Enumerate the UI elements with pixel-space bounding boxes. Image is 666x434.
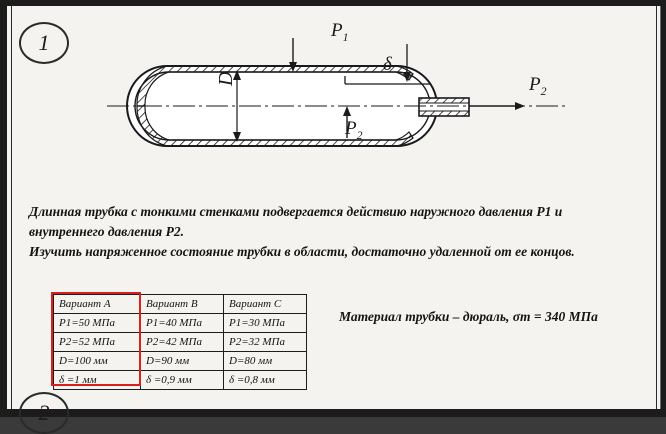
variants-table	[53, 294, 307, 390]
label-wall-thickness: δ	[383, 54, 392, 75]
label-p2-external-subscript: 2	[540, 84, 547, 98]
problem-statement-line-1: Длинная трубка с тонкими стенками подвергается действию наружного давления P1 и	[29, 204, 563, 219]
cell-b-p2: P2=42 МПа	[141, 333, 224, 352]
problem-number-1: 1	[19, 22, 69, 64]
figure-svg	[97, 24, 577, 174]
figure-pressure-vessel	[97, 20, 577, 174]
page-frame-bottom	[0, 409, 666, 417]
label-p1-subscript: 1	[342, 30, 349, 44]
table-header-variant-b: Вариант B	[141, 295, 224, 314]
cell-b-diameter: D=90 мм	[141, 352, 224, 371]
table-row	[54, 333, 307, 352]
cell-a-diameter: D=100 мм	[54, 352, 141, 371]
label-p2-external-letter: P	[529, 74, 541, 95]
material-note: Материал трубки – дюраль, σт = 340 МПа	[339, 309, 598, 324]
cell-c-thickness: δ =0,8 мм	[224, 371, 307, 390]
label-p1	[331, 20, 349, 45]
table-header-variant-c: Вариант C	[224, 295, 307, 314]
table-header-row	[54, 295, 307, 314]
problem-statement-line-3: Изучить напряженное состояние трубки в области, достаточно удаленной от ее концов.	[29, 244, 575, 259]
sheet-border-right-outer	[660, 6, 661, 409]
label-p2-internal	[345, 118, 363, 143]
label-p2-internal-subscript: 2	[356, 128, 363, 142]
cell-a-p1: P1=50 МПа	[54, 314, 141, 333]
sheet-border-right	[656, 6, 657, 409]
sheet-border-left	[11, 6, 12, 409]
problem-statement-line-2: внутреннего давления P2.	[29, 224, 184, 239]
table-row	[54, 352, 307, 371]
variants-table-wrap	[53, 294, 307, 390]
label-p2-internal-letter: P	[345, 118, 357, 139]
problem-number-2: 2	[19, 392, 69, 434]
table-row	[54, 314, 307, 333]
label-diameter: D	[215, 71, 237, 86]
cell-b-p1: P1=40 МПа	[141, 314, 224, 333]
document-sheet	[7, 6, 661, 425]
label-p2-external	[529, 74, 547, 99]
table-header-variant-a: Вариант A	[54, 295, 141, 314]
cell-c-p1: P1=30 МПа	[224, 314, 307, 333]
cell-a-thickness: δ =1 мм	[54, 371, 141, 390]
page-frame-left	[0, 0, 7, 417]
page-frame-right	[661, 0, 666, 417]
cell-b-thickness: δ =0,9 мм	[141, 371, 224, 390]
label-p1-letter: P	[331, 20, 343, 41]
problem-statement	[29, 202, 629, 262]
table-row	[54, 371, 307, 390]
cell-a-p2: P2=52 МПа	[54, 333, 141, 352]
cell-c-diameter: D=80 мм	[224, 352, 307, 371]
cell-c-p2: P2=32 МПа	[224, 333, 307, 352]
